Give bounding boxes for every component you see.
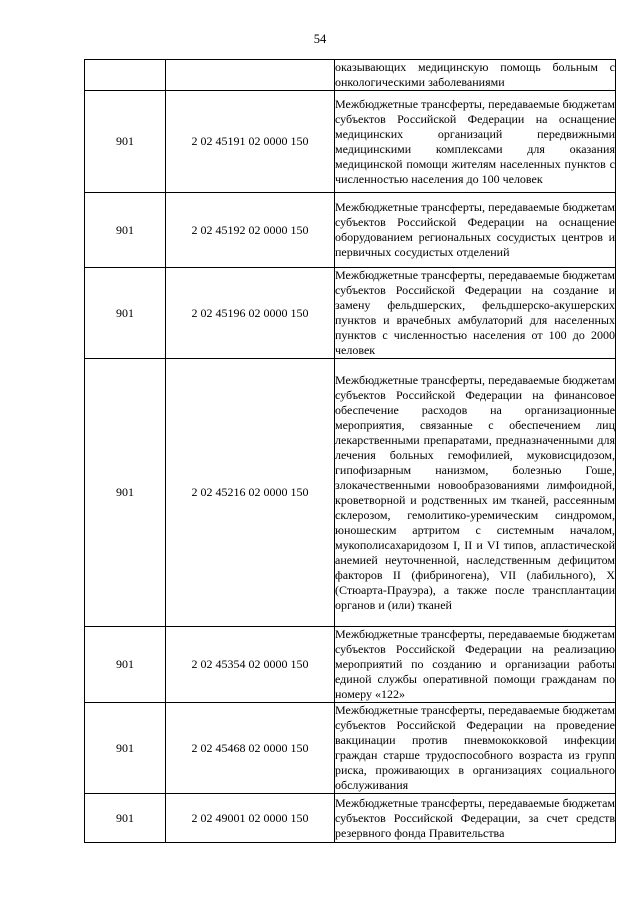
budget-classification-table — [84, 59, 616, 843]
description-text: оказывающих медицинскую помощь больным с онкологическими заболеваниями — [335, 60, 615, 89]
table-row — [85, 703, 616, 794]
description-cell — [335, 193, 616, 268]
description-text: Межбюджетные трансферты, передаваемые бюджетам субъектов Российской Федерации, за счет средств резервного фонда Правительства — [335, 795, 615, 840]
admin-code-cell: 901 — [85, 193, 166, 268]
admin-code-cell: 901 — [85, 359, 166, 627]
budget-code-cell — [166, 60, 335, 91]
admin-code-cell: 901 — [85, 268, 166, 359]
budget-code-cell: 2 02 49001 02 0000 150 — [166, 794, 335, 843]
table-row — [85, 794, 616, 843]
description-cell — [335, 91, 616, 193]
admin-code-cell — [85, 60, 166, 91]
description-cell — [335, 60, 616, 91]
description-cell — [335, 794, 616, 843]
page-number: 54 — [313, 32, 327, 46]
table-row — [85, 91, 616, 193]
admin-code-cell: 901 — [85, 91, 166, 193]
description-cell — [335, 268, 616, 359]
description-cell — [335, 703, 616, 794]
admin-code-cell: 901 — [85, 627, 166, 703]
description-text: Межбюджетные трансферты, передаваемые бюджетам субъектов Российской Федерации на создание и замену фельдшерских, фельдшерско-акушерских пунктов и врачебных амбулаторий для населенных пунктов с численностью населения от 100 до 2000 человек — [335, 268, 615, 357]
budget-code-cell: 2 02 45192 02 0000 150 — [166, 193, 335, 268]
admin-code-cell: 901 — [85, 794, 166, 843]
description-text: Межбюджетные трансферты, передаваемые бюджетам субъектов Российской Федерации на оснащение медицинских организаций передвижными медицинскими комплексами для оказания медицинской помощи жителям населенных пунктов с численностью населения до 100 человек — [335, 96, 615, 186]
budget-code-cell: 2 02 45468 02 0000 150 — [166, 703, 335, 794]
table-row — [85, 193, 616, 268]
budget-code-cell: 2 02 45191 02 0000 150 — [166, 91, 335, 193]
admin-code-cell: 901 — [85, 703, 166, 794]
description-text: Межбюджетные трансферты, передаваемые бюджетам субъектов Российской Федерации на оснащение оборудованием региональных сосудистых центров и первичных сосудистых отделений — [335, 200, 615, 259]
description-cell — [335, 359, 616, 627]
description-text: Межбюджетные трансферты, передаваемые бюджетам субъектов Российской Федерации на реализацию мероприятий по созданию и организации работы единой службы оперативной помощи гражданам по номеру «122» — [335, 627, 615, 701]
table-row — [85, 268, 616, 359]
budget-code-cell: 2 02 45354 02 0000 150 — [166, 627, 335, 703]
budget-code-cell: 2 02 45196 02 0000 150 — [166, 268, 335, 359]
description-text: Межбюджетные трансферты, передаваемые бюджетам субъектов Российской Федерации на проведение вакцинации против пневмококковой инфекции граждан старше трудоспособного возраста из групп риска, проживающих в организациях социального обслуживания — [335, 703, 615, 792]
description-cell — [335, 627, 616, 703]
budget-code-cell: 2 02 45216 02 0000 150 — [166, 359, 335, 627]
table-row — [85, 627, 616, 703]
table-row — [85, 60, 616, 91]
description-text: Межбюджетные трансферты, передаваемые бюджетам субъектов Российской Федерации на финансовое обеспечение расходов на организационные мероприятия, связанные с обеспечением лиц лекарственными препаратами, предназначенными для лечения больных гемофилией, муковисцидозом, гипофизарным нанизмом, болезнью Гоше, злокачественными новообразованиями лимфоидной, кроветворной и родственных им тканей, рассеянным склерозом, гемолитико-уремическим синдромом, юношеским артритом с системным началом, мукополисахаридозом I, II и VI типов, апластической анемией неуточненной, наследственным дефицитом факторов II (фибриногена), VII (лабильного), X (Стюарта-Прауэра), а также после трансплантации органов и (или) тканей — [335, 372, 615, 612]
table-row — [85, 359, 616, 627]
